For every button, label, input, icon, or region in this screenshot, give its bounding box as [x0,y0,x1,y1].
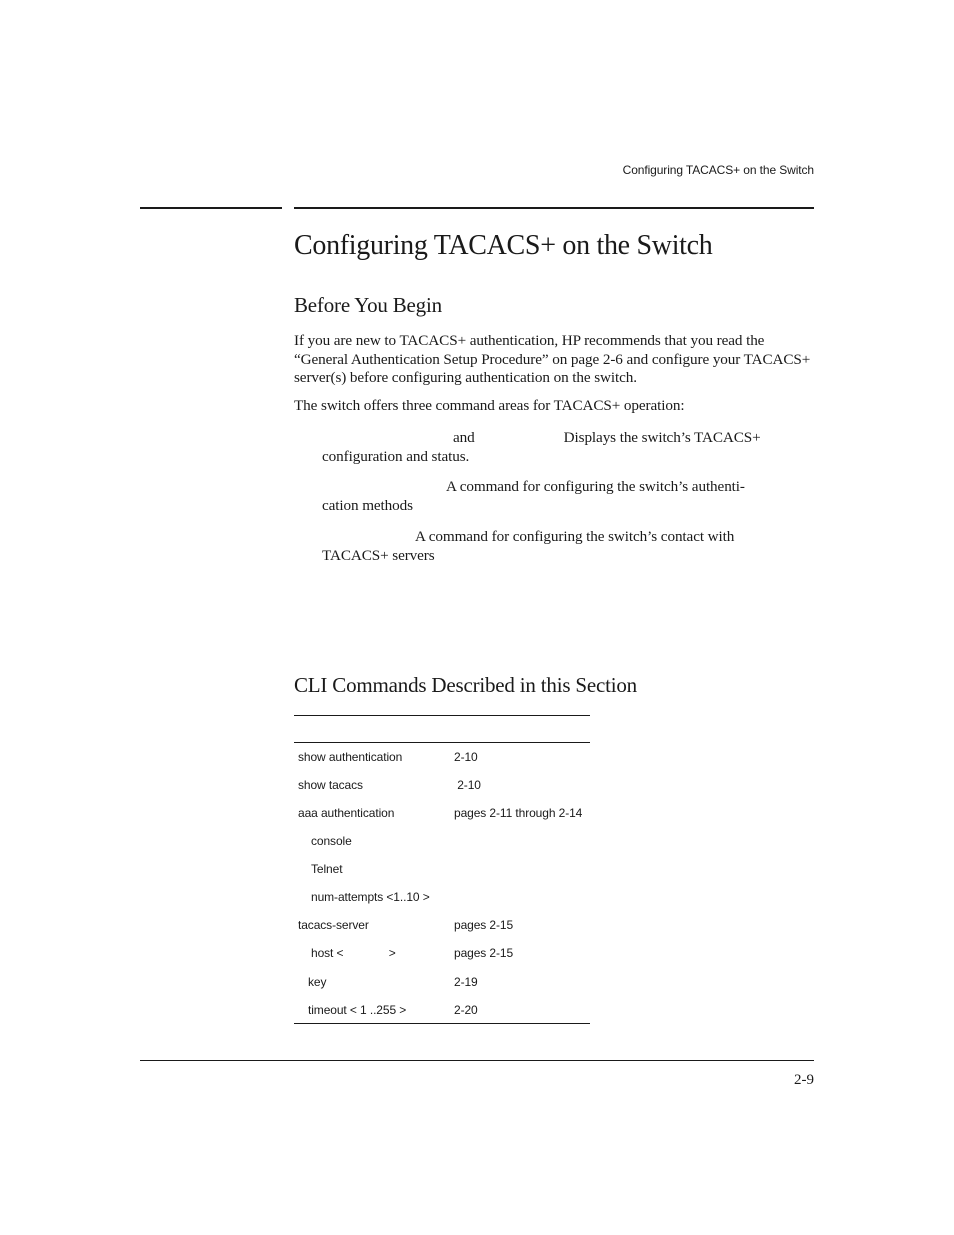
command-cell: num-attempts <1..10 > [311,890,430,904]
command-cell: tacacs-server [298,918,369,932]
command-area-description-cont: cation methods [322,496,413,514]
command-area-description-cont: TACACS+ servers [322,546,435,564]
page-cell: pages 2-15 [454,918,514,932]
command-areas-paragraph: The switch offers three command areas for TACACS+ operation: [294,397,685,414]
page-cell: 2-20 [454,1003,478,1017]
footer-rule [140,1060,814,1061]
command-area-line [322,528,816,547]
table-row [294,806,590,826]
command-area-description: Displays the switch’s TACACS+ [563,429,761,446]
table-row [294,750,590,770]
table-row [294,778,590,798]
cli-commands-heading: CLI Commands Described in this Section [294,673,637,697]
table-top-rule [294,715,590,716]
and-text: and [453,429,475,446]
command-area-item [322,429,816,466]
page-cell: 2-10 [454,778,481,792]
page-cell: 2-19 [454,975,478,989]
command-area-item [322,528,816,565]
table-row [294,918,590,938]
table-row [294,1003,590,1023]
intro-paragraph: If you are new to TACACS+ authentication, HP recommends that you read the “General Authentication Setup Procedure” on page 2-6 and configure your TACACS+ server(s) before configuring authentication on the switch. [294,332,811,386]
command-area-line [322,429,816,448]
page-number: 2-9 [794,1072,814,1088]
table-bottom-rule [294,1023,590,1024]
command-cell: key [308,975,327,989]
page-title: Configuring TACACS+ on the Switch [294,230,713,261]
table-row [294,834,590,854]
command-cell: timeout < 1 ..255 > [308,1003,407,1017]
header-rule-right [294,207,814,209]
page-cell: pages 2-11 through 2-14 [454,806,583,820]
command-cell: console [311,834,352,848]
table-row [294,862,590,882]
command-area-item [322,478,816,515]
command-area-description: A command for configuring the switch’s contact with [415,528,735,545]
command-area-line [322,478,816,497]
table-row [294,946,590,966]
command-cell: show authentication [298,750,403,764]
command-cell: show tacacs [298,778,363,792]
command-cell: host < > [311,946,396,960]
table-row [294,890,590,910]
command-area-description-cont: configuration and status. [322,447,470,465]
page-cell: 2-10 [454,750,478,764]
running-header: Configuring TACACS+ on the Switch [622,163,814,177]
command-area-description: A command for configuring the switch’s authenti- [446,478,745,495]
command-cell: Telnet [311,862,343,876]
header-rule-left [140,207,282,209]
before-you-begin-heading: Before You Begin [294,293,442,317]
table-header-rule [294,742,590,743]
table-row [294,975,590,995]
page-cell: pages 2-15 [454,946,514,960]
command-cell: aaa authentication [298,806,395,820]
